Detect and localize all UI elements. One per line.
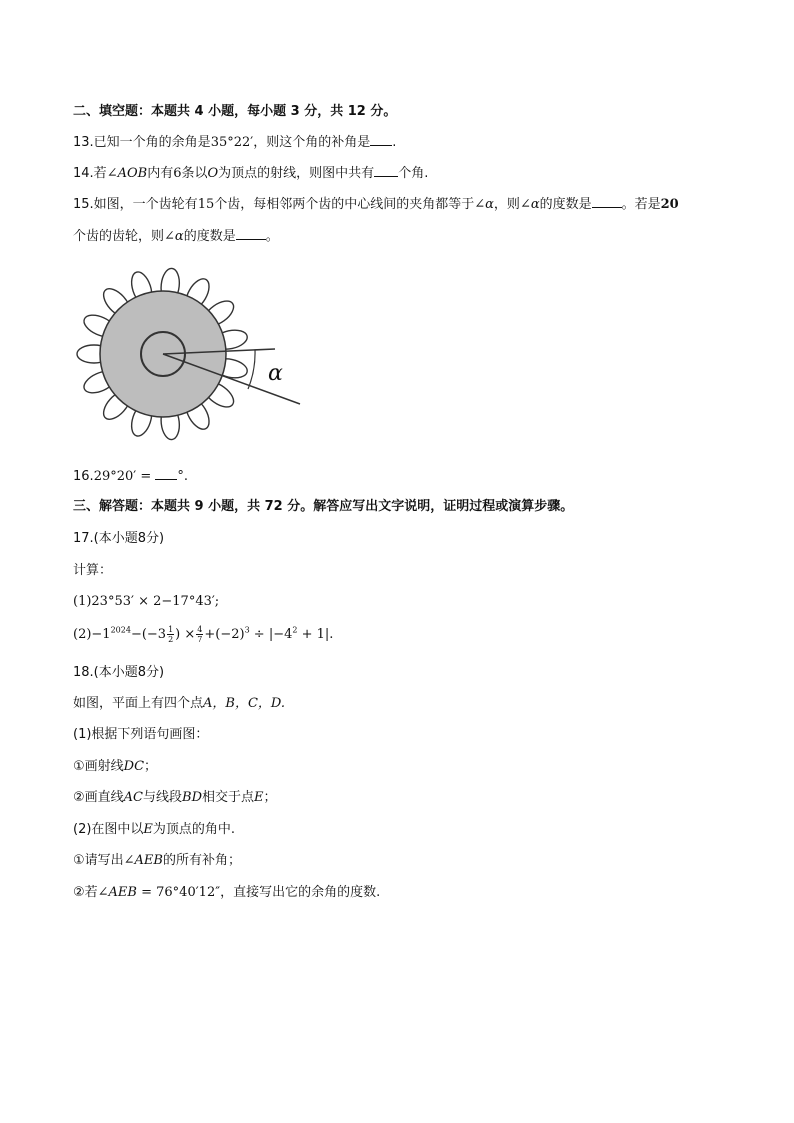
q18-header: 18.(本小题8分): [73, 665, 165, 680]
q15-text: 个齿，每相邻两个齿的中心线间的夹角都等于: [214, 197, 475, 212]
q17-exp-2024: 2024: [110, 625, 131, 635]
q16-answer-blank: [155, 467, 177, 480]
q15-text: 的度数是: [183, 229, 236, 244]
q18-point-e: E: [254, 790, 264, 805]
frac-denominator: 7: [197, 635, 203, 644]
question-13: [73, 133, 396, 152]
q15-text: 个齿的齿轮，则: [73, 229, 165, 244]
q17-p2-text: + 1|.: [297, 627, 334, 642]
q13-prefix: 13.已知一个角的余角是: [73, 135, 211, 150]
q15-alpha: ∠α: [519, 197, 540, 212]
q14-point: O: [207, 166, 219, 181]
q17-exp-3: 3: [244, 625, 250, 635]
q18-part-1-1: [73, 758, 157, 776]
q15-alpha: ∠α: [164, 229, 184, 244]
q13-text: ，则这个角的补角是: [253, 135, 371, 150]
q17-exp-2: 2: [292, 625, 298, 635]
q16-end: °.: [177, 469, 189, 484]
q18-angle-value: = 76°40′12″: [136, 885, 221, 900]
q14-end: 个角.: [398, 166, 429, 181]
q18-part-2-2: [73, 884, 380, 902]
q18-points: A，B，C，D.: [203, 696, 285, 711]
q18-line-ac: AC: [123, 790, 143, 805]
q18-text: 与线段: [143, 790, 183, 805]
question-15-line-2: [73, 227, 279, 246]
question-16: [73, 467, 188, 486]
q17-p2-text: +(−2): [204, 627, 245, 642]
q17-p2-text: (2)−1: [73, 627, 111, 642]
q18-point-e: E: [143, 822, 153, 837]
q18-text: 的所有补角；: [162, 853, 241, 868]
q18-text: ，直接写出它的余角的度数.: [220, 885, 381, 900]
q18-text: (2)在图中以: [73, 822, 144, 837]
q18-intro: [73, 695, 285, 713]
q15-text: 。若是: [621, 197, 661, 212]
q17-p2-text: ÷ |−4: [249, 627, 293, 642]
q14-text: 为顶点的射线，则图中共有: [218, 166, 375, 181]
q18-part-1: (1)根据下列语句画图：: [73, 727, 209, 742]
q17-p2-text: ) ×: [175, 627, 196, 642]
q16-value: 29°20′ =: [93, 469, 152, 484]
q18-text: ；: [144, 759, 158, 774]
q17-p2-text: −(−3: [130, 627, 167, 642]
angle-arc: [248, 350, 255, 389]
q15-text: 。: [265, 229, 279, 244]
q13-end: .: [392, 135, 397, 150]
q13-answer-blank: [370, 133, 392, 146]
q15-alpha: ∠α: [474, 197, 494, 212]
q14-answer-blank: [374, 164, 398, 177]
gear-figure: [70, 262, 310, 442]
q18-text: ②画直线: [73, 790, 124, 805]
q17-part-1: (1)23°53′ × 2−17°43′;: [73, 594, 220, 609]
q18-text: 为顶点的角中.: [152, 822, 236, 837]
question-15-line-1: [73, 195, 679, 214]
q18-text: ；: [263, 790, 277, 805]
q17-part-2: [73, 625, 333, 644]
q15-text: 的度数是: [539, 197, 592, 212]
question-14: [73, 164, 428, 183]
q18-intro-text: 如图，平面上有四个点: [73, 696, 204, 711]
q14-text: 内有: [147, 166, 174, 181]
alpha-label: α: [268, 361, 283, 386]
q18-text: ②若: [73, 885, 98, 900]
section-2-title: 二、填空题：本题共 4 小题，每小题 3 分，共 12 分。: [73, 104, 397, 119]
q18-part-2: [73, 821, 235, 839]
q18-part-2-1: [73, 852, 241, 870]
q18-ray-dc: DC: [123, 759, 145, 774]
q18-text: ①请写出: [73, 853, 124, 868]
q14-num: 6: [173, 166, 182, 181]
frac-numerator: 4: [197, 625, 203, 634]
q14-prefix: 14.若: [73, 166, 107, 181]
q14-angle: ∠AOB: [106, 166, 148, 181]
q15-teeth-15: 15: [197, 197, 215, 212]
q16-prefix: 16.: [73, 469, 94, 484]
q15-answer-blank-1: [592, 195, 622, 208]
frac-denominator: 2: [168, 635, 174, 644]
q18-angle-aeb: ∠AEB: [123, 853, 163, 868]
q17-header: 17.(本小题8分): [73, 531, 165, 546]
q15-text: ，则: [493, 197, 520, 212]
frac-numerator: 1: [168, 625, 174, 634]
q14-text: 条以: [181, 166, 208, 181]
section-3-title: 三、解答题：本题共 9 小题，共 72 分。解答应写出文字说明，证明过程或演算步骤。: [73, 499, 574, 514]
q17-fraction-half: [167, 625, 174, 644]
q17-instruction: 计算：: [73, 563, 113, 578]
q15-answer-blank-2: [236, 227, 266, 240]
q13-value: 35°22′: [210, 135, 254, 150]
q18-text: ①画射线: [73, 759, 124, 774]
q18-angle-aeb: ∠AEB: [97, 885, 137, 900]
q18-text: 相交于点: [202, 790, 255, 805]
q18-part-1-2: [73, 789, 277, 807]
q17-fraction-four-sevenths: [196, 625, 203, 644]
q15-text: 15.如图，一个齿轮有: [73, 197, 198, 212]
q18-segment-bd: BD: [182, 790, 202, 805]
q15-teeth-20: 20: [660, 197, 679, 212]
